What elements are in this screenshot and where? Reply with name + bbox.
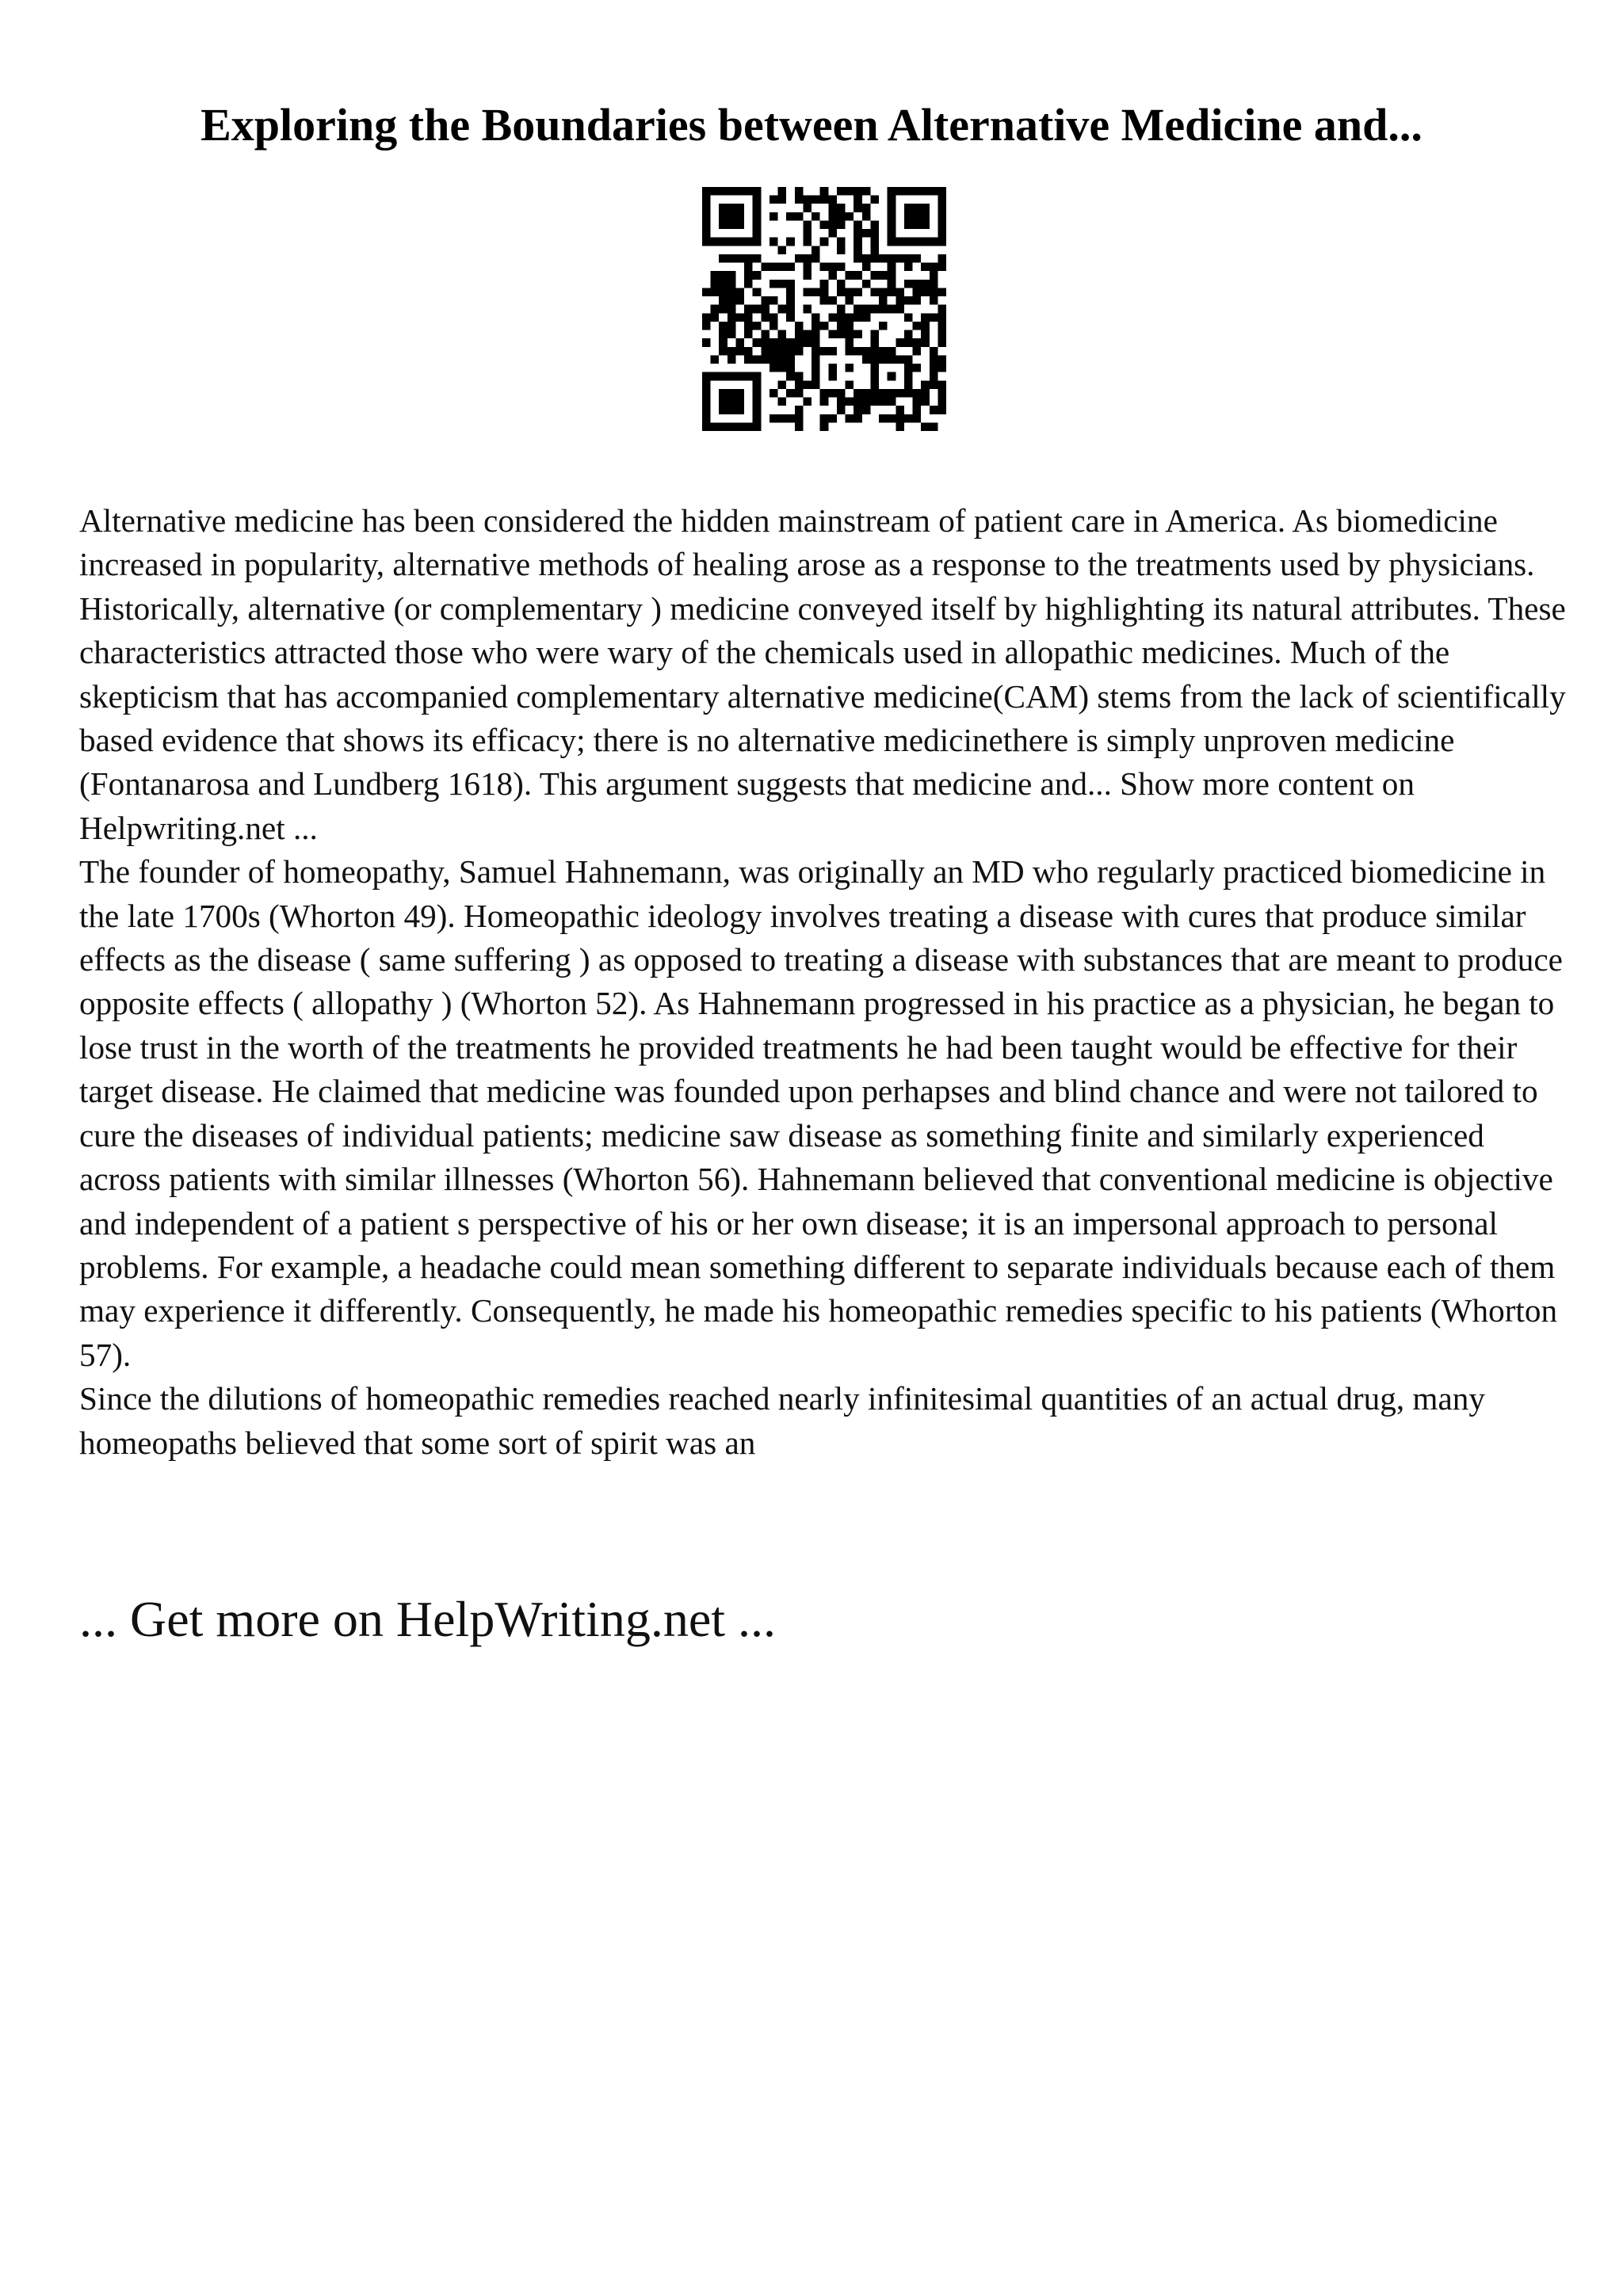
- paragraph-hahnemann: The founder of homeopathy, Samuel Hahnemann, was originally an MD who regularly practiced biomedicine in the late 1700s (Whorton 49). Homeopathic ideology involves treating a disease with cures that produce similar effects as the disease ( same suffering ) as opposed to treating a disease with substances that are meant to produce opposite effects ( allopathy ) (Whorton 52). As Hahnemann progressed in his practice as a physician, he began to lose trust in the worth of the treatments he provided treatments he had been taught would be effective for their target disease. He claimed that medicine was founded upon perhapses and blind chance and were not tailored to cure the diseases of individual patients; medicine saw disease as something finite and similarly experienced across patients with similar illnesses (Whorton 56). Hahnemann believed that conventional medicine is objective and independent of a patient s perspective of his or her own disease; it is an impersonal approach to personal problems. For example, a headache could mean something different to separate individuals because each of them may experience it differently. Consequently, he made his homeopathic remedies specific to his patients (Whorton 57).: [79, 853, 1563, 1373]
- get-more-link[interactable]: ... Get more on HelpWriting.net ...: [79, 1591, 776, 1647]
- document-body: [79, 499, 1569, 1465]
- paragraph-intro: Alternative medicine has been considered the hidden mainstream of patient care in America. As biomedicine increased in popularity, alternative methods of healing arose as a response to the treatments used by physicians. Historically, alternative (or complementary ) medicine conveyed itself by highlighting its natural attributes. These characteristics attracted those who were wary of the chemicals used in allopathic medicines. Much of the skepticism that has accompanied complementary alternative medicine(CAM) stems from the lack of scientifically based evidence that shows its efficacy; there is no alternative medicinethere is simply unproven medicine (Fontanarosa and Lundberg 1618). This argument suggests that medicine and... Show more content on Helpwriting.net ...: [79, 502, 1566, 846]
- document-title: Exploring the Boundaries between Alternative Medicine and...: [200, 99, 1423, 151]
- qr-code-icon: [702, 187, 946, 431]
- paragraph-dilutions: Since the dilutions of homeopathic remedies reached nearly infinitesimal quantities of an actual drug, many homeopaths believed that some sort of spirit was an: [79, 1380, 1485, 1461]
